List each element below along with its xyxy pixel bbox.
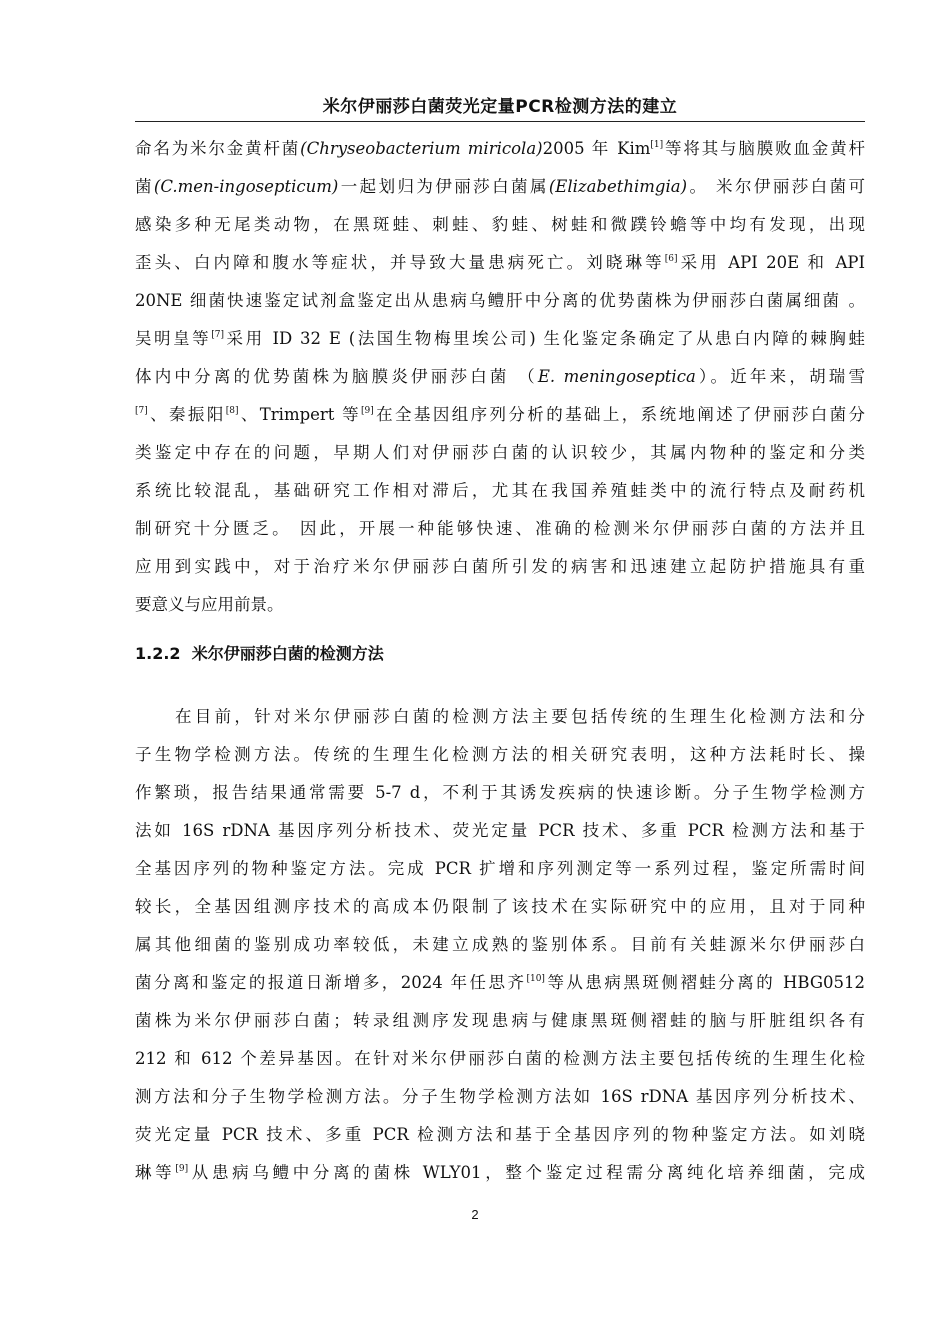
section-number: 1.2.2 (135, 644, 181, 663)
text-line: 琳等[9]从患病乌鳢中分离的菌株 WLY01，整个鉴定过程需分离纯化培养细菌，完成 (135, 1163, 866, 1182)
page-header-title: 米尔伊丽莎白菌荧光定量PCR检测方法的建立 (322, 97, 678, 117)
page-number: 2 (471, 1207, 479, 1222)
text-line: 吴明皇等[7]采用 ID 32 E (法国生物梅里埃公司) 生化鉴定条确定了从患白内障的棘胸蛙 (135, 329, 865, 348)
text-line: 作繁琐，报告结果通常需要 5-7 d，不利于其诱发疾病的快速诊断。分子生物学检测方 (135, 783, 865, 802)
text-line: 属其他细菌的鉴别成功率较低，未建立成熟的鉴别体系。目前有关蛙源米尔伊丽莎白 (135, 935, 865, 954)
text-line: 较长，全基因组测序技术的高成本仍限制了该技术在实际研究中的应用，且对于同种 (135, 897, 865, 916)
text-line: 全基因序列的物种鉴定方法。完成 PCR 扩增和序列测定等一系列过程，鉴定所需时间 (135, 859, 865, 878)
paragraph-intro (135, 130, 865, 624)
text-line: 20NE 细菌快速鉴定试剂盒鉴定出从患病乌鳢肝中分离的优势菌株为伊丽莎白菌属细菌 。 (135, 291, 865, 310)
text-line: 要意义与应用前景。 (135, 595, 284, 614)
text-line: 系统比较混乱，基础研究工作相对滞后，尤其在我国养殖蛙类中的流行特点及耐药机 (135, 481, 865, 500)
text-line: 命名为米尔金黄杆菌(Chryseobacterium miricola)2005 年 Kim[1]等将其与脑膜败血金黄杆 (135, 139, 866, 158)
text-line: 菌株为米尔伊丽莎白菌；转录组测序发现患病与健康黑斑侧褶蛙的脑与肝脏组织各有 (135, 1011, 865, 1030)
text-line: 在目前，针对米尔伊丽莎白菌的检测方法主要包括传统的生理生化检测方法和分 (175, 707, 865, 726)
text-line: 测方法和分子生物学检测方法。分子生物学检测方法如 16S rDNA 基因序列分析技术、 (135, 1087, 865, 1106)
text-line: 菌分离和鉴定的报道日渐增多，2024 年任思齐[10]等从患病黑斑侧褶蛙分离的 HBG0512 (135, 973, 865, 992)
header-divider (135, 121, 865, 122)
text-line: 体内中分离的优势菌株为脑膜炎伊丽莎白菌 （E. meningoseptica）。近年来，胡瑞雪 (135, 367, 866, 386)
text-line: 法如 16S rDNA 基因序列分析技术、荧光定量 PCR 技术、多重 PCR 检测方法和基于 (135, 821, 865, 840)
citation: [9] (360, 406, 374, 416)
section-title: 米尔伊丽莎白菌的检测方法 (191, 644, 384, 663)
text-line: 荧光定量 PCR 技术、多重 PCR 检测方法和基于全基因序列的物种鉴定方法。如刘晓 (135, 1125, 865, 1144)
citation: [6] (664, 254, 678, 264)
text-line: 子生物学检测方法。传统的生理生化检测方法的相关研究表明，这种方法耗时长、操 (135, 745, 865, 764)
citation: [7] (135, 406, 148, 416)
text-line: 类鉴定中存在的问题，早期人们对伊丽莎白菌的认识较少，其属内物种的鉴定和分类 (135, 443, 865, 462)
citation: [10] (526, 974, 545, 984)
citation: [7] (211, 330, 224, 340)
text-line: 212 和 612 个差异基因。在针对米尔伊丽莎白菌的检测方法主要包括传统的生理生化检 (135, 1049, 865, 1068)
text-line: 菌(C.men-ingosepticum)一起划归为伊丽莎白菌属(Elizabethimgia)。 米尔伊丽莎白菌可 (135, 177, 865, 196)
citation: [1] (650, 140, 664, 150)
citation: [8] (225, 406, 239, 416)
section-heading (135, 641, 384, 664)
paragraph-detection-methods (135, 698, 865, 1192)
text-line: 感染多种无尾类动物，在黑斑蛙、刺蛙、豹蛙、树蛙和微蹼铃蟾等中均有发现，出现 (135, 215, 865, 234)
text-line: 歪头、白内障和腹水等症状，并导致大量患病死亡。刘晓琳等[6]采用 API 20E 和 API (135, 253, 866, 272)
text-line: 制研究十分匮乏。 因此，开展一种能够快速、准确的检测米尔伊丽莎白菌的方法并且 (135, 519, 865, 538)
text-line: 应用到实践中，对于治疗米尔伊丽莎白菌所引发的病害和迅速建立起防护措施具有重 (135, 557, 865, 576)
citation: [9] (175, 1164, 189, 1174)
text-line: [7]、秦振阳[8]、Trimpert 等[9]在全基因组序列分析的基础上，系统地阐述了伊丽莎白菌分 (135, 405, 866, 424)
